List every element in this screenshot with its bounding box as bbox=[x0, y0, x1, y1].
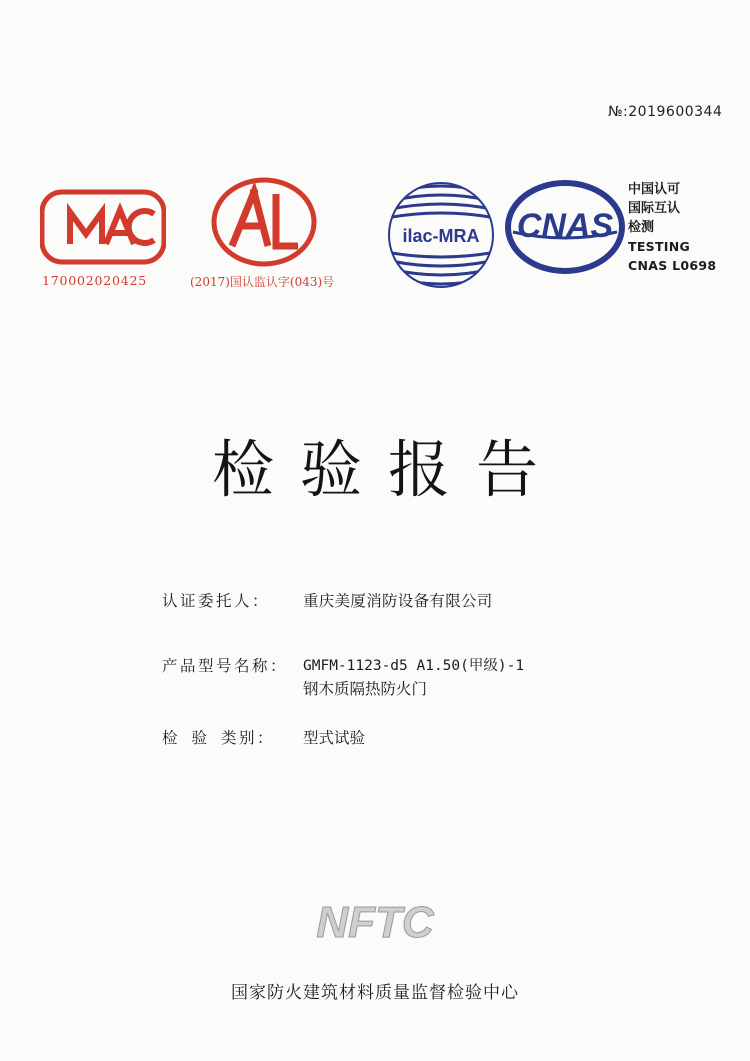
report-number: №:2019600344 bbox=[608, 104, 723, 120]
client-label: 认证委托人： bbox=[162, 592, 271, 610]
cma-number: 170002020425 bbox=[42, 273, 148, 288]
client-value: 重庆美厦消防设备有限公司 bbox=[303, 592, 493, 610]
product-model-value: GMFM-1123-d5 A1.50(甲级)-1 bbox=[303, 658, 525, 674]
product-label: 产品型号名称： bbox=[162, 657, 289, 675]
product-name-value: 钢木质隔热防火门 bbox=[303, 680, 428, 698]
test-type-label-b: 类别： bbox=[221, 729, 276, 747]
cnas-logo bbox=[505, 180, 625, 274]
cma-logo bbox=[40, 186, 166, 268]
test-type-label-a: 检验 bbox=[162, 729, 222, 747]
ilac-mra-logo bbox=[386, 180, 496, 290]
test-type-label bbox=[162, 726, 275, 748]
cal-logo bbox=[210, 176, 318, 268]
document-title: 检验报告 bbox=[211, 433, 564, 506]
cnas-line-3: 检测 bbox=[628, 220, 655, 235]
cnas-letters: CNAS bbox=[516, 207, 614, 245]
cnas-line-4: TESTING bbox=[628, 239, 691, 254]
cnas-line-1: 中国认可 bbox=[628, 182, 681, 197]
nftc-text: NFTC bbox=[316, 898, 434, 947]
cnas-line-5: CNAS L0698 bbox=[628, 258, 717, 273]
cal-caption: (2017)国认监认字(043)号 bbox=[190, 275, 335, 289]
cnas-accreditation-text bbox=[628, 180, 716, 275]
test-type-value: 型式试验 bbox=[303, 729, 366, 747]
ilac-text: ilac-MRA bbox=[402, 226, 480, 246]
nftc-logo bbox=[290, 895, 460, 947]
organization-name: 国家防火建筑材料质量监督检验中心 bbox=[231, 983, 519, 1003]
cnas-line-2: 国际互认 bbox=[628, 201, 681, 216]
